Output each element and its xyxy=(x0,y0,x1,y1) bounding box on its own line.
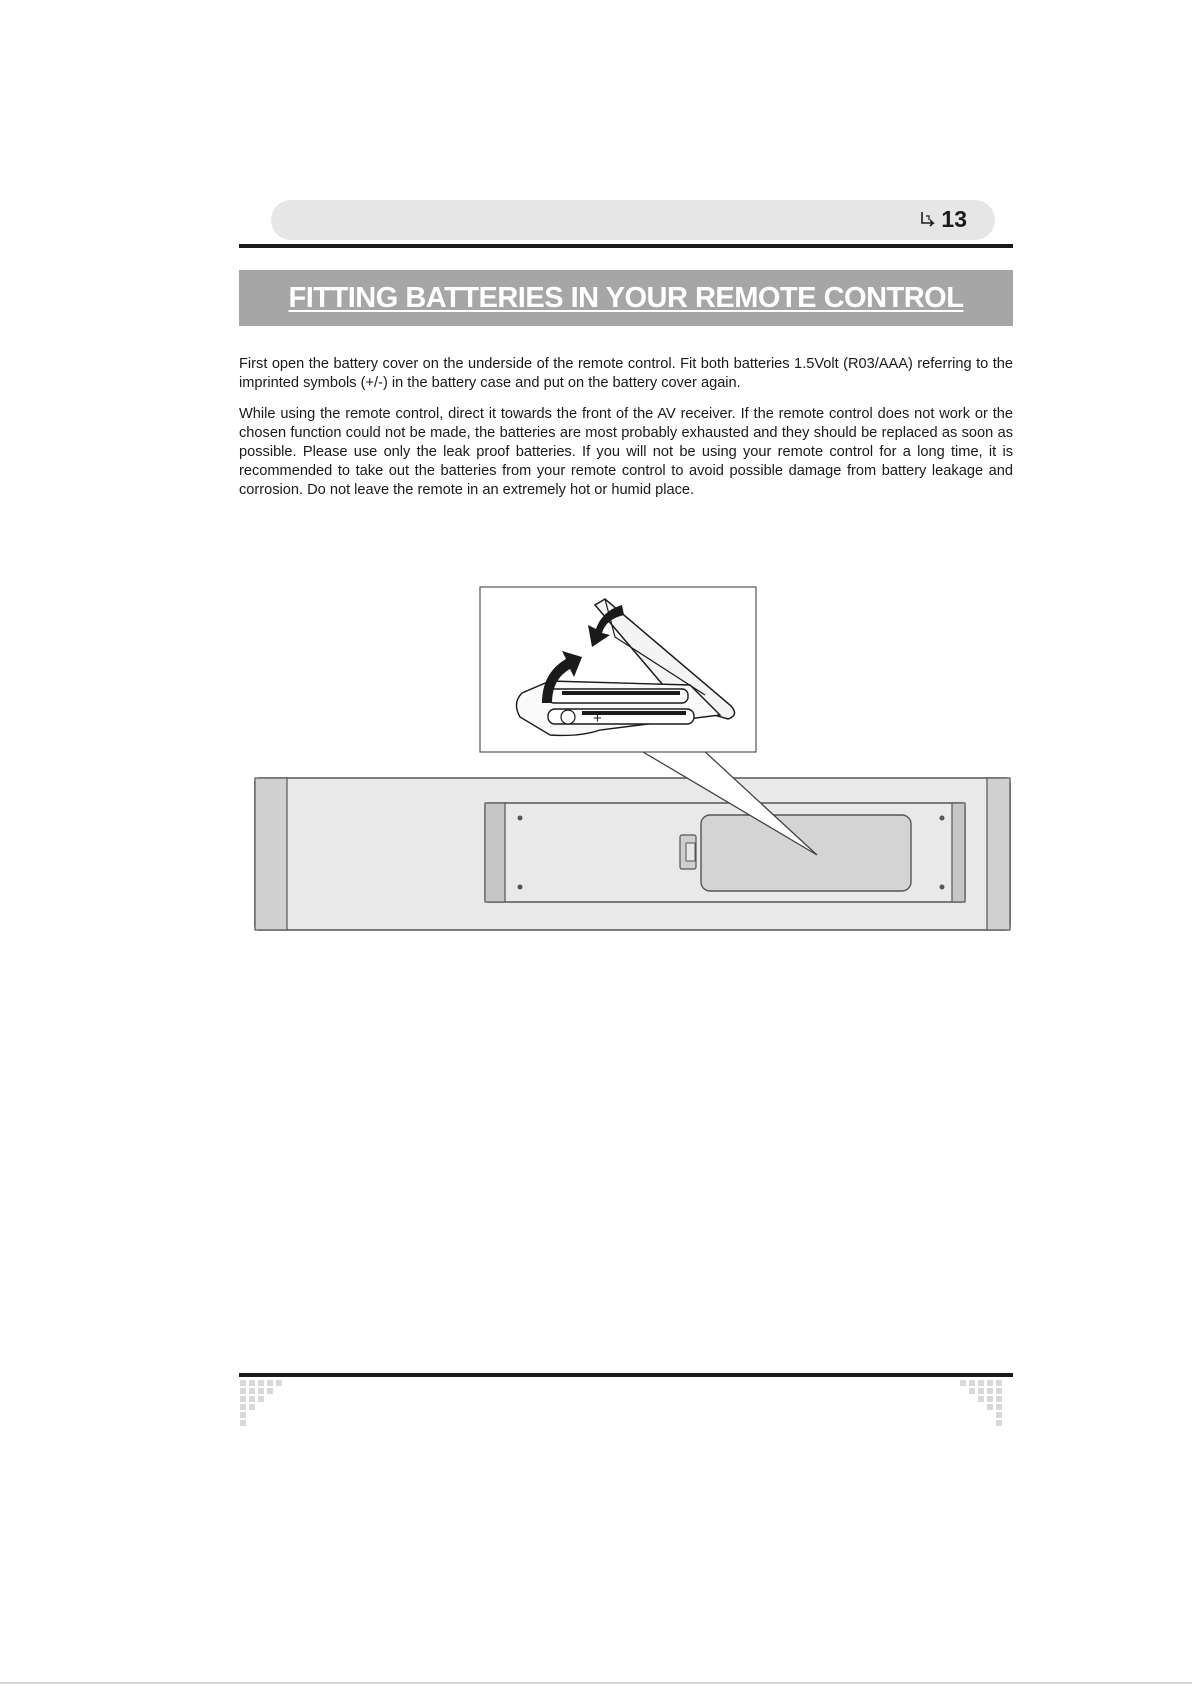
page-number-value: 13 xyxy=(941,206,967,232)
decorative-dot xyxy=(249,1388,255,1394)
decorative-dot xyxy=(240,1404,246,1410)
hand-pointer-icon xyxy=(919,210,939,230)
decorative-dot xyxy=(240,1396,246,1402)
paragraph-2: While using the remote control, direct it towards the front of the AV receiver. If the remote control does not work or the chosen function could not be made, the batteries are most probably exhausted and they should be replaced as soon as possible. Please use only the leak proof batteries. If you will not be using your remote control for a long time, it is recommended to take out the batteries from your remote control to avoid possible damage from battery leakage and corrosion. Do not leave the remote in an extremely hot or humid place. xyxy=(239,406,1013,498)
decorative-dot xyxy=(987,1380,993,1386)
decorative-dot xyxy=(987,1404,993,1410)
title-band xyxy=(239,270,1013,326)
decorative-dot xyxy=(996,1404,1002,1410)
decorative-dot xyxy=(240,1380,246,1386)
decorative-dot xyxy=(249,1404,255,1410)
decorative-dot xyxy=(240,1420,246,1426)
decorative-dot xyxy=(960,1380,966,1386)
battery-compartment xyxy=(485,803,965,902)
battery-inset xyxy=(480,587,756,752)
decorative-dot xyxy=(978,1380,984,1386)
decorative-dot xyxy=(258,1380,264,1386)
section-title: FITTING BATTERIES IN YOUR REMOTE CONTROL xyxy=(288,281,964,314)
decorative-dot xyxy=(267,1388,273,1394)
decorative-dot xyxy=(969,1388,975,1394)
remote-battery-figure xyxy=(250,585,1015,935)
decorative-dot-grid-right xyxy=(960,1380,1012,1432)
decorative-dot xyxy=(996,1396,1002,1402)
decorative-dot xyxy=(249,1380,255,1386)
decorative-dot xyxy=(978,1388,984,1394)
decorative-dot xyxy=(276,1380,282,1386)
bottom-rule xyxy=(239,1373,1013,1377)
decorative-dot xyxy=(996,1388,1002,1394)
decorative-dot xyxy=(240,1388,246,1394)
page-number xyxy=(919,206,967,233)
decorative-dot xyxy=(258,1396,264,1402)
top-rule xyxy=(239,244,1013,248)
decorative-dot xyxy=(987,1396,993,1402)
remote-illustration xyxy=(250,585,1015,935)
battery-plus-symbol: + xyxy=(593,710,602,727)
decorative-dot xyxy=(249,1396,255,1402)
decorative-dot xyxy=(996,1420,1002,1426)
header-bar xyxy=(271,200,995,240)
decorative-dot xyxy=(996,1412,1002,1418)
decorative-dot xyxy=(969,1380,975,1386)
decorative-dot xyxy=(996,1380,1002,1386)
decorative-dot-grid-left xyxy=(240,1380,292,1432)
decorative-dot xyxy=(258,1388,264,1394)
paragraph-1: First open the battery cover on the underside of the remote control. Fit both batteries 1.5Volt (R03/AAA) referring to the imprinted symbols (+/-) in the battery case and put on the battery cover again. xyxy=(239,356,1013,391)
decorative-dot xyxy=(267,1380,273,1386)
decorative-dot xyxy=(240,1412,246,1418)
decorative-dot xyxy=(987,1388,993,1394)
decorative-dot xyxy=(978,1396,984,1402)
page-edge-line xyxy=(0,1682,1192,1684)
